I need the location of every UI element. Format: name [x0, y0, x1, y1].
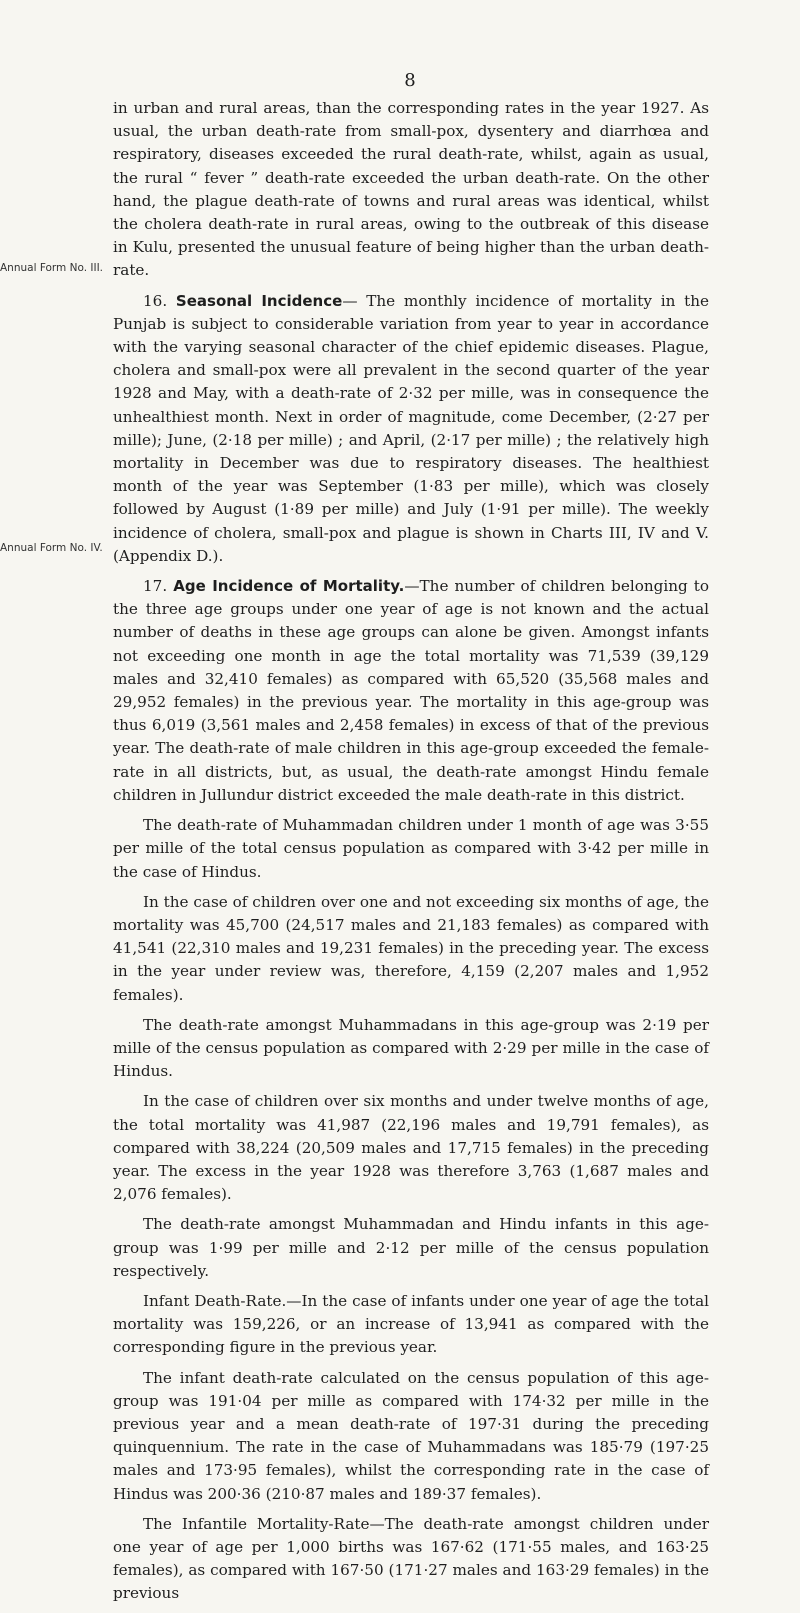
section-17-heading: Age Incidence of Mortality.	[173, 577, 405, 596]
section-17	[113, 575, 709, 807]
section-17-text: —The number of children belonging to the three age groups under one year of age is not known and the actual number of deaths in these age groups can alone be given. Amongst infants not exceeding one month in age the total mortality was 71,539 (39,129 males and 32,410 females) as compared with 65,520 (35,568 males and 29,952 females) in the previous year. The mortality in this age-group was thus 6,019 (3,561 males and 2,458 females) in excess of that of the previous year. The death-rate of male children in this age-group exceeded the female-rate in all districts, but, as usual, the death-rate amongst Hindu female children in Jullundur district exceeded the male death-rate in this district.	[113, 577, 710, 804]
paragraph-muhammadan-month: The death-rate of Muhammadan children under 1 month of age was 3·55 per mille of the total census population as compared with 3·42 per mille in the case of Hindus.	[113, 816, 709, 881]
paragraph-infant-rate-census: The infant death-rate calculated on the census population of this age-group was 191·04 per mille as compared with 174·32 per mille in the previous year and a mean death-rate of 197·31 during the preceding quinquennium. The rate in the case of Muhammadans was 185·79 (197·25 males and 173·95 females), whilst the corresponding rate in the case of Hindus was 200·36 (210·87 males and 189·37 females).	[113, 1368, 709, 1503]
section-17-number: 17.	[143, 577, 168, 596]
section-17-side-note: Annual Form No. IV.	[0, 542, 103, 554]
paragraph-infantile-mortality-rate: The Infantile Mortality-Rate—The death-rate amongst children under one year of age per 1,000 births was 167·62 (171·55 males, and 163·25 females), as compared with 167·50 (171·27 males and 163·29 females) in the previous	[113, 1514, 709, 1603]
body-text	[0, 97, 710, 1613]
paragraph-infant-death-rate: Infant Death-Rate.—In the case of infants under one year of age the total mortality was 159,226, or an increase of 13,941 as compared with the corresponding figure in the previous year.	[113, 1291, 709, 1357]
paragraph-muhammadan-six: The death-rate amongst Muhammadans in this age-group was 2·19 per mille of the census population as compared with 2·29 per mille in the case of Hindus.	[113, 1015, 709, 1081]
paragraph-muhammadan-twelve: The death-rate amongst Muhammadan and Hindu infants in this age-group was 1·99 per mille and 2·12 per mille of the census population respectively.	[113, 1215, 709, 1280]
intro-paragraph: in urban and rural areas, than the corresponding rates in the year 1927. As usual, the urban death-rate from small-pox, dysentery and diarrhœa and respiratory, diseases exceeded the rural death-rate, whilst, again as usual, the rural “ fever ” death-rate exceeded the urban death-rate. On the other hand, the plague death-rate of towns and rural areas was identical, whilst the cholera death-rate in rural areas, owing to the outbreak of this disease in Kulu, presented the unusual feature of being higher than the urban death-rate.	[113, 99, 709, 280]
paragraph-six-months: In the case of children over one and not exceeding six months of age, the mortality was 45,700 (24,517 males and 21,183 females) as compared with 41,541 (22,310 males and 19,231 females) in the preceding year. The excess in the year under review was, therefore, 4,159 (2,207 males and 1,952 females).	[113, 892, 709, 1004]
section-16-text: — The monthly incidence of mortality in the Punjab is subject to considerable variation from year to year in accordance with the varying seasonal character of the chief epidemic diseases. Plague, cholera and small-pox were all prevalent in the second quarter of the year 1928 and May, with a death-rate of 2·32 per mille, was in consequence the unhealthiest month. Next in order of magnitude, come December, (2·27 per mille); June, (2·18 per mille) ; and April, (2·17 per mille) ; the relatively high mortality in December was due to respiratory diseases. The healthiest month of the year was September (1·83 per mille), which was closely followed by August (1·89 per mille) and July (1·91 per mille). The weekly incidence of cholera, small-pox and plague is shown in Charts III, IV and V. (Appendix D.).	[113, 291, 710, 565]
page-number: 8	[404, 70, 416, 91]
section-16-side-note-wrap	[0, 257, 108, 280]
section-17-side-note-wrap	[0, 537, 108, 560]
paragraph-twelve-months: In the case of children over six months and under twelve months of age, the total mortality was 41,987 (22,196 males and 19,791 females), as compared with 38,224 (20,509 males and 17,715 females) in the preceding year. The excess in the year 1928 was therefore 3,763 (1,687 males and 2,076 females).	[113, 1092, 709, 1204]
section-16	[113, 290, 709, 568]
section-16-heading: Seasonal Incidence	[175, 291, 343, 310]
section-16-side-note: Annual Form No. III.	[0, 262, 104, 274]
section-16-number: 16.	[143, 291, 168, 310]
